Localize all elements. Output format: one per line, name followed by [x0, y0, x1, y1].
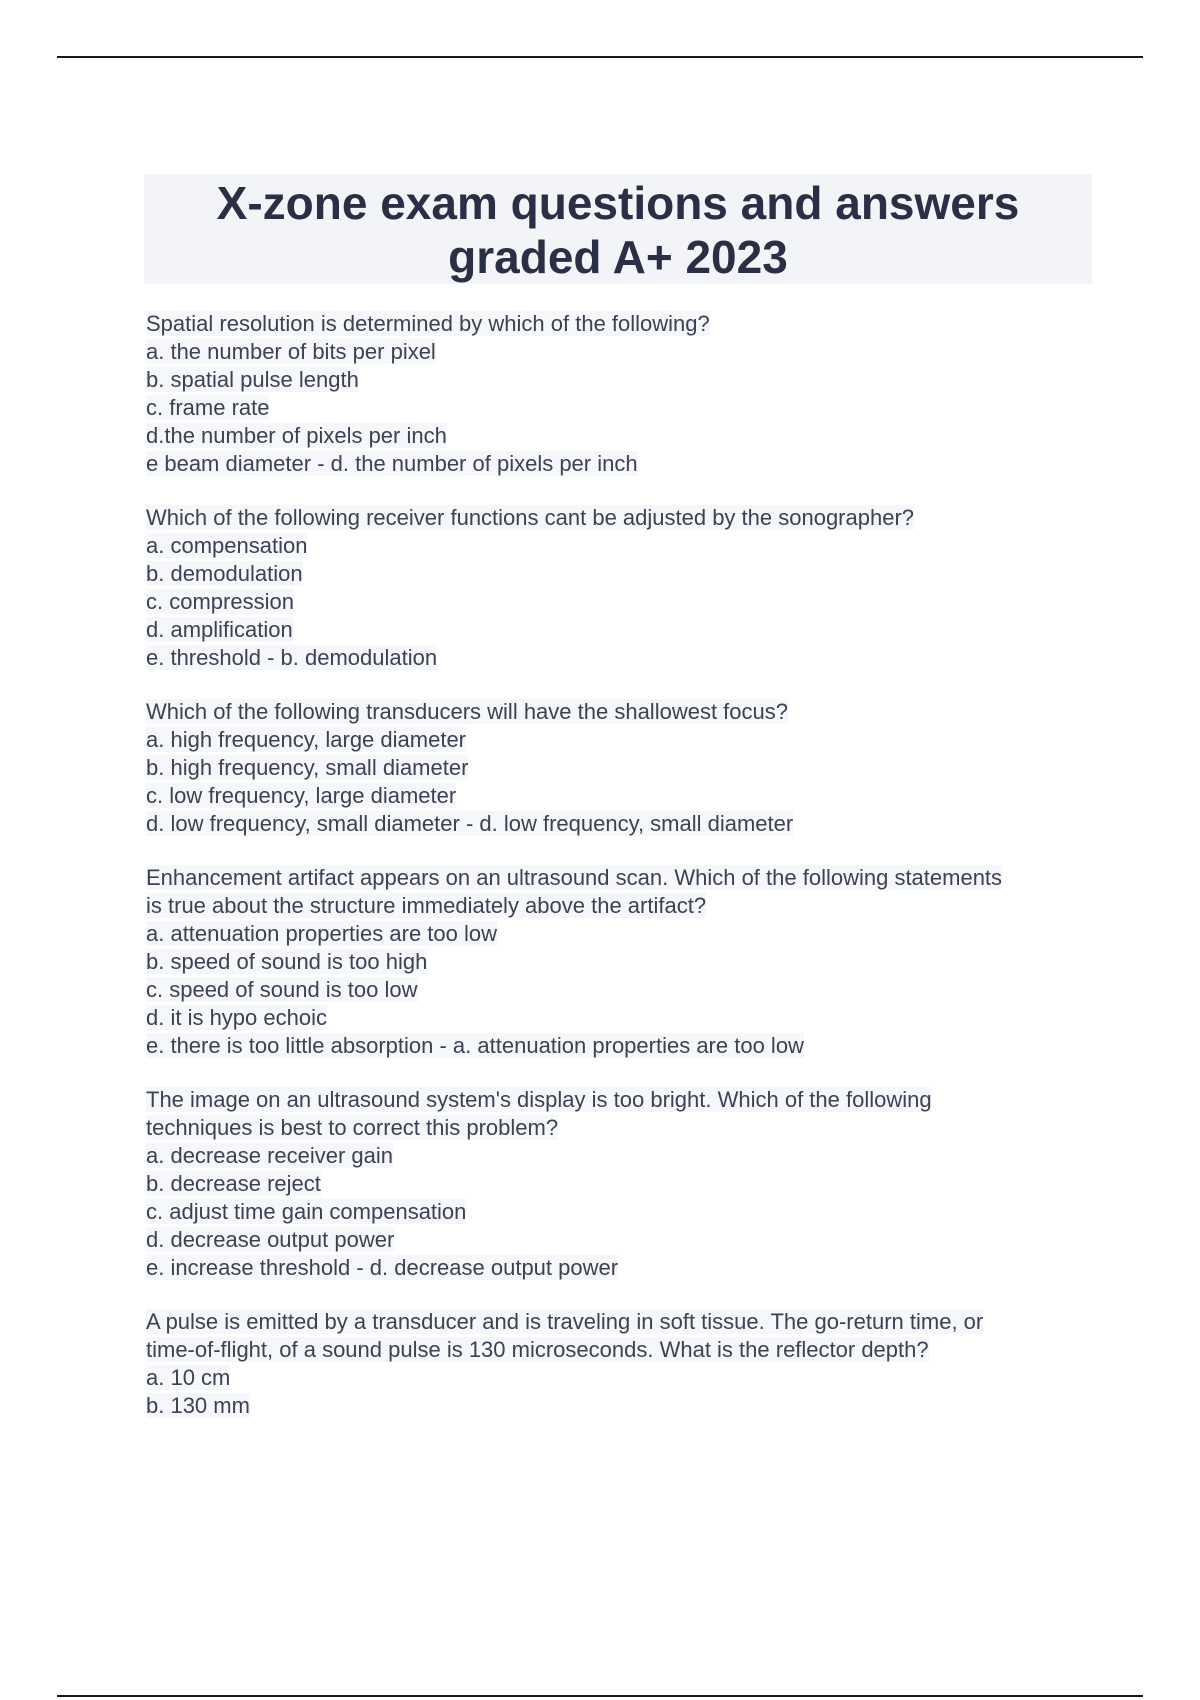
- question-5: [146, 1086, 1096, 1282]
- question-prompt: is true about the structure immediately above the artifact?: [146, 893, 707, 918]
- answer-option: c. compression: [146, 589, 294, 614]
- question-prompt: Enhancement artifact appears on an ultrasound scan. Which of the following statements: [146, 865, 1003, 890]
- answer-option: b. high frequency, small diameter: [146, 755, 469, 780]
- title-line-1: X-zone exam questions and answers: [216, 177, 1020, 229]
- answer-option: a. attenuation properties are too low: [146, 921, 498, 946]
- answer-option: c. frame rate: [146, 395, 270, 420]
- answer-option: c. low frequency, large diameter: [146, 783, 457, 808]
- answer-option: a. 10 cm: [146, 1365, 231, 1390]
- answer-option: e. threshold - b. demodulation: [146, 645, 438, 670]
- answer-option: b. speed of sound is too high: [146, 949, 428, 974]
- question-2: [146, 504, 1096, 672]
- answer-option: b. 130 mm: [146, 1393, 250, 1418]
- question-4: [146, 864, 1096, 1060]
- answer-option: b. demodulation: [146, 561, 303, 586]
- question-prompt: The image on an ultrasound system's display is too bright. Which of the following: [146, 1087, 932, 1112]
- question-prompt: Spatial resolution is determined by which of the following?: [146, 311, 710, 336]
- answer-option: d. amplification: [146, 617, 293, 642]
- answer-option: c. adjust time gain compensation: [146, 1199, 467, 1224]
- answer-option: b. spatial pulse length: [146, 367, 359, 392]
- answer-option: a. decrease receiver gain: [146, 1143, 394, 1168]
- question-prompt: A pulse is emitted by a transducer and is traveling in soft tissue. The go-return time, or: [146, 1309, 984, 1334]
- question-6: [146, 1308, 1096, 1420]
- title-line-2: graded A+ 2023: [448, 231, 788, 283]
- answer-option: e. there is too little absorption - a. attenuation properties are too low: [146, 1033, 804, 1058]
- answer-option: d. it is hypo echoic: [146, 1005, 327, 1030]
- answer-option: e. increase threshold - d. decrease output power: [146, 1255, 619, 1280]
- question-3: [146, 698, 1096, 838]
- answer-option: a. compensation: [146, 533, 308, 558]
- answer-option: d. low frequency, small diameter - d. low frequency, small diameter: [146, 811, 794, 836]
- bottom-rule: [57, 1695, 1143, 1697]
- top-rule: [57, 56, 1143, 58]
- answer-option: a. the number of bits per pixel: [146, 339, 436, 364]
- question-prompt: techniques is best to correct this problem?: [146, 1115, 559, 1140]
- question-prompt: time-of-flight, of a sound pulse is 130 microseconds. What is the reflector depth?: [146, 1337, 929, 1362]
- title-banner: [144, 174, 1092, 284]
- document-title: [144, 174, 1092, 284]
- question-prompt: Which of the following transducers will have the shallowest focus?: [146, 699, 788, 724]
- answer-option: c. speed of sound is too low: [146, 977, 418, 1002]
- answer-option: b. decrease reject: [146, 1171, 321, 1196]
- answer-option: d. decrease output power: [146, 1227, 395, 1252]
- answer-option: e beam diameter - d. the number of pixels per inch: [146, 451, 638, 476]
- question-prompt: Which of the following receiver functions cant be adjusted by the sonographer?: [146, 505, 915, 530]
- question-1: [146, 310, 1096, 478]
- answer-option: d.the number of pixels per inch: [146, 423, 447, 448]
- answer-option: a. high frequency, large diameter: [146, 727, 466, 752]
- question-list: [146, 310, 1096, 1446]
